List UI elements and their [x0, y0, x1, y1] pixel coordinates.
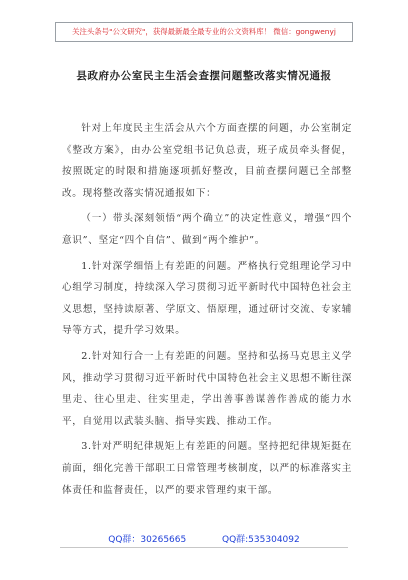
intro-paragraph: 针对上年度民主生活会从六个方面查摆的问题，办公室制定《整改方案》，由办公室党组书记负总责，班子成员牵头督促，按照既定的时限和措施逐项抓好整改，目前查摆问题已全部整改。现将整改落实情况通报如下： — [62, 123, 352, 199]
footer-divider — [60, 547, 348, 548]
item-paragraph-3: 3.针对严明纪律规矩上有差距的问题。坚持把纪律规矩挺在前面，细化完善干部职工日常管理考核制度，以严的标准落实主体责任和监督责任，以严的要求管理约束干部。 — [62, 441, 352, 496]
promo-banner-text: 关注头条号"公文研究"，获得最新最全最专业的公文资料库！ 微信：gongwenyj — [72, 27, 336, 36]
qq-group-1: QQ群：30265665 — [108, 535, 187, 545]
document-title: 县政府办公室民主生活会查摆问题整改落实情况通报 — [76, 70, 332, 82]
footer-contacts — [0, 532, 408, 545]
promo-banner — [55, 22, 353, 42]
item-paragraph-2: 2.针对知行合一上有差距的问题。坚持和弘扬马克思主义学风，推动学习贯彻习近平新时代中国特色社会主义思想不断往深里走、往心里走、往实里走，学出善事善谋善作善成的能力水平，自觉用以武装头脑、指导实践、推动工作。 — [62, 350, 352, 427]
section-heading-1: （一）带头深刻领悟“两个确立”的决定性意义，增强“四个意识”、坚定“四个自信”、做到“两个维护”。 — [62, 213, 352, 246]
item-paragraph-1: 1.针对深学细悟上有差距的问题。严格执行党组理论学习中心组学习制度，持续深入学习贯彻习近平新时代中国特色社会主义思想，坚持读原著、学原文、悟原理，通过研讨交流、专家辅导等方式，提升学习效果。 — [62, 260, 352, 337]
document-body — [62, 118, 352, 501]
qq-group-2: QQ群:535304092 — [221, 535, 300, 545]
